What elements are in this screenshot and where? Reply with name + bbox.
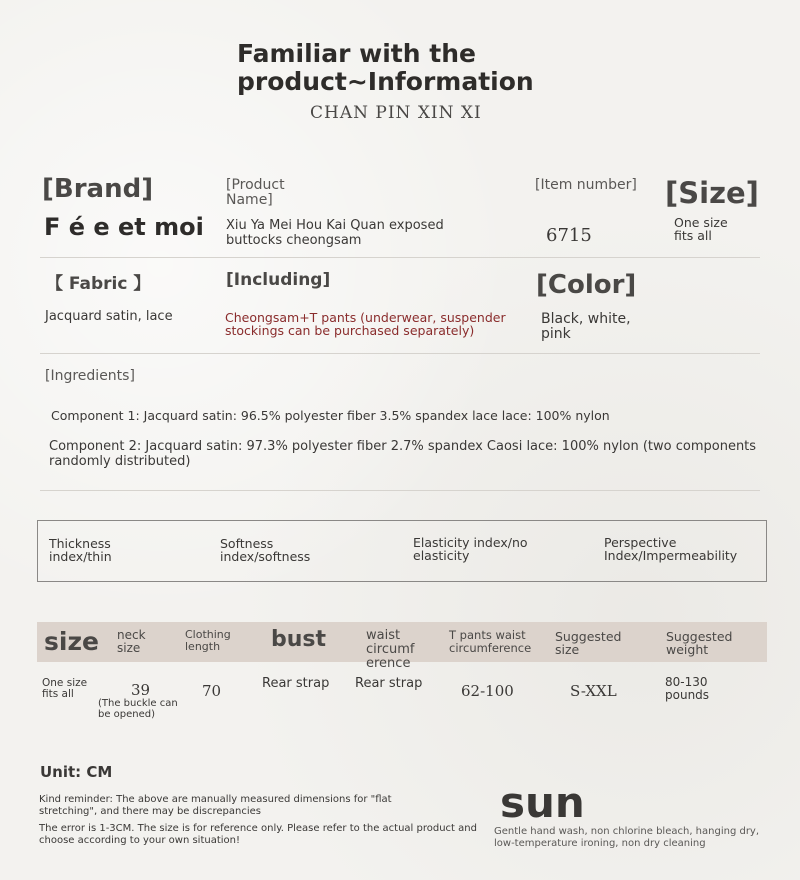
- header-neck: neck size: [117, 628, 146, 655]
- size-label: [Size]: [665, 176, 759, 210]
- row-neck-note: (The buckle can be opened): [98, 698, 178, 720]
- row-suggested-weight: 80-130 pounds: [665, 675, 710, 702]
- ingredients-label: [Ingredients]: [45, 368, 135, 384]
- size-value: One size fits all: [674, 215, 728, 243]
- item-number-value: 6715: [546, 225, 592, 246]
- care-instructions: Gentle hand wash, non chlorine bleach, hanging dry, low-temperature ironing, non dry cleaning: [494, 826, 760, 849]
- ingredients-component-1: Component 1: Jacquard satin: 96.5% polyester fiber 3.5% spandex lace lace: 100% nylon: [51, 408, 610, 423]
- thickness-index: Thickness index/thin: [49, 536, 112, 564]
- header-t-pants-waist: T pants waist circumference: [449, 628, 532, 655]
- item-number-label: [Item number]: [535, 177, 637, 193]
- row-suggested-size: S-XXL: [570, 682, 617, 700]
- index-box: [37, 520, 767, 582]
- fabric-value: Jacquard satin, lace: [45, 309, 173, 324]
- row-bust: Rear strap: [262, 676, 330, 691]
- kind-reminder: Kind reminder: The above are manually measured dimensions for "flat stretching", and there may be discrepancies: [39, 794, 392, 817]
- sun-heading: sun: [500, 778, 585, 827]
- brand-label: [Brand]: [42, 174, 154, 204]
- row-waist: Rear strap: [355, 676, 423, 691]
- divider-1: [40, 257, 760, 258]
- divider-2: [40, 353, 760, 354]
- row-clothing-length: 70: [202, 682, 222, 700]
- size-table-header: [37, 622, 767, 671]
- page-title: [237, 40, 534, 96]
- header-waist: waist circumf erence: [366, 628, 415, 671]
- row-size: One size fits all: [42, 677, 88, 700]
- header-suggested-size: Suggested size: [555, 629, 622, 657]
- elasticity-index: Elasticity index/no elasticity: [413, 535, 528, 563]
- header-size: size: [44, 627, 99, 656]
- page-subtitle: CHAN PIN XIN XI: [310, 103, 482, 123]
- color-label: [Color]: [536, 270, 637, 300]
- title-line-2: product~Information: [237, 67, 534, 96]
- including-label: [Including]: [226, 270, 331, 290]
- fabric-label: 【 Fabric 】: [46, 274, 151, 294]
- error-note: The error is 1-3CM. The size is for reference only. Please refer to the actual product and choose according to your own situation!: [39, 823, 477, 846]
- product-name-label: [Product Name]: [226, 177, 285, 208]
- header-suggested-weight: Suggested weight: [666, 629, 733, 657]
- row-t-pants-waist: 62-100: [461, 682, 514, 700]
- header-clothing-length: Clothing length: [185, 628, 231, 653]
- perspective-index: Perspective Index/Impermeability: [604, 535, 738, 563]
- color-value: Black, white, pink: [541, 311, 631, 342]
- header-bust: bust: [271, 627, 327, 652]
- row-neck: 39: [131, 681, 151, 699]
- brand-value: F é e et moi: [44, 213, 204, 241]
- divider-3: [40, 490, 760, 491]
- including-value: Cheongsam+T pants (underwear, suspender stockings can be purchased separately): [225, 310, 506, 338]
- product-name-value: Xiu Ya Mei Hou Kai Quan exposed buttocks cheongsam: [226, 218, 444, 248]
- unit-label: Unit: CM: [40, 763, 113, 781]
- softness-index: Softness index/softness: [220, 536, 311, 564]
- ingredients-component-2: Component 2: Jacquard satin: 97.3% polyester fiber 2.7% spandex Caosi lace: 100% nylon (two components randomly distributed): [49, 439, 757, 469]
- title-line-1: Familiar with the: [237, 39, 476, 68]
